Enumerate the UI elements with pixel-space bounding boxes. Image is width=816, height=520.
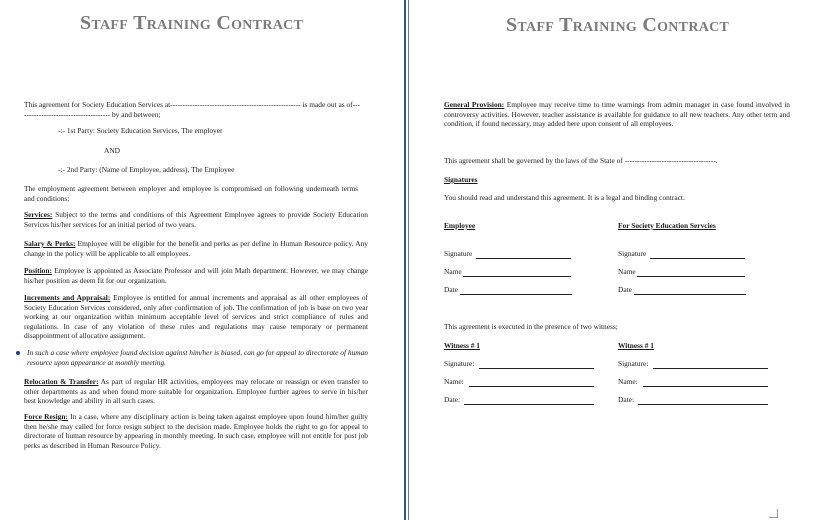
witness-2-signature-line[interactable] (653, 368, 768, 369)
witness-2-heading: Witness # 1 (618, 341, 655, 350)
signatures-text: You should read and understand this agreement. It is a legal and binding contract. (444, 193, 685, 202)
society-signature-label: Signature (618, 249, 647, 258)
society-date-line[interactable] (634, 294, 746, 295)
and-label: AND (104, 146, 121, 155)
salary-clause (24, 239, 368, 258)
bullet-icon (16, 351, 20, 355)
compromise-paragraph: The employment agreement between employer and employee is compromised on following underneath terms and conditions; (24, 184, 358, 203)
employee-signature-label: Signature (444, 249, 473, 258)
witness-2-signature-label: Signature: (618, 359, 649, 368)
witness-1-heading: Witness # 1 (444, 341, 481, 350)
employee-name-line[interactable] (463, 276, 571, 277)
governing-law: This agreement shall be governed by the laws of the State of -------------------------------------. (444, 156, 718, 165)
page-title-right: Staff Training Contract (506, 14, 730, 36)
document-page-right (412, 0, 816, 520)
society-heading: For Society Education Servcies (618, 221, 716, 230)
general-provision-heading: General Provision: (444, 100, 505, 109)
society-date-label: Date (618, 285, 632, 294)
relocation-heading: Relocation & Transfer: (24, 377, 99, 386)
witness-2-name-label: Name: (618, 377, 638, 386)
position-heading: Position: (24, 266, 52, 275)
position-text: Employee is appointed as Associate Professor and will join Math department. However, we may change his/her position as deem fit for our organization. (24, 266, 368, 285)
first-party: -:- 1st Party: Society Education Services, The employer (58, 126, 223, 135)
salary-text: Employee will be eligible for the benefit and perks as per define in Human Resource policy. Any change in the policy will be applicable to all employees. (24, 239, 368, 258)
page-title: Staff Training Contract (80, 12, 304, 34)
society-name-line[interactable] (637, 276, 745, 277)
witness-1-date-label: Date: (444, 395, 461, 404)
witness-2-date-line[interactable] (638, 404, 768, 405)
intro-paragraph: This agreement for Society Education Services at----------------------------------------------------- is made out as of-------------------------------------- by and between; (24, 100, 360, 119)
force-resign-heading: Force Resign: (24, 412, 68, 421)
society-name-label: Name (618, 267, 636, 276)
witness-1-name-line[interactable] (469, 386, 594, 387)
increments-text: Employee is entitled for annual increments and appraisal as all other employees of Society Education Services considered, only after confirmation of job. The confirmation of job is base on two year working at our organization within minimum acceptable level of services and strict compliance of rules and regulations. In case of any violation of these rules and regulations may cause temporary or permanent disappointment of allocative assignment. (24, 293, 368, 341)
relocation-text: As part of regular HR activities, employees may relocate or reassign or even transfer to other departments as and when found more suitable for organization. Employee further agrees to serve in his/her best knowledge and ability in all such cases. (24, 377, 368, 406)
employee-name-label: Name (444, 267, 462, 276)
employee-heading: Employee (444, 221, 476, 230)
document-page-left (0, 0, 401, 520)
force-resign-clause (24, 412, 368, 450)
page-divider (401, 0, 412, 520)
position-clause (24, 266, 368, 285)
society-signature-line[interactable] (650, 258, 745, 259)
general-provision-clause (444, 100, 790, 129)
witness-intro: This agreement is executed in the presence of two witness; (444, 322, 618, 331)
witness-1-signature-line[interactable] (479, 368, 594, 369)
services-clause (24, 210, 368, 229)
appeal-bullet: In such a case where employee found decision against him/her is biased, can go for appeal to directorate of human resource upon appearance at monthly meeting. (27, 348, 368, 367)
services-heading: Services: (24, 210, 53, 219)
witness-2-name-line[interactable] (643, 386, 768, 387)
increments-clause (24, 293, 368, 341)
employee-date-line[interactable] (460, 294, 572, 295)
signatures-heading: Signatures (444, 175, 478, 184)
witness-1-name-label: Name: (444, 377, 464, 386)
second-party: -:- 2nd Party: (Name of Employee, address), The Employee (58, 165, 235, 174)
witness-1-signature-label: Signature: (444, 359, 475, 368)
employee-date-label: Date (444, 285, 458, 294)
relocation-clause (24, 377, 368, 406)
page-corner-mark (769, 509, 778, 518)
salary-heading: Salary & Perks: (24, 239, 76, 248)
increments-heading: Increments and Appraisal: (24, 293, 111, 302)
employee-signature-line[interactable] (476, 258, 571, 259)
witness-2-date-label: Date: (618, 395, 635, 404)
force-resign-text: In a case, where any disciplinary action is being taken against employee upon found him/her guilty then he/she may called for force resign subject to the decision made. Employee holds the right to go for appeal to directorate of human resource by appearing in monthly meeting. In such case, employee will not entitle for post job perks as described in Human Resource Policy. (24, 412, 368, 450)
services-text: Subject to the terms and conditions of this Agreement Employee agrees to provide Society Education Services his/her services for an initial period of two years. (24, 210, 368, 229)
general-provision-text: Employee may receive time to time warnings from admin manager in case found involved in controversy activities. However, teacher assistance is available for guidance to all new teachers. Any other term and condition, if found necessary, may added here upon consent of all employees. (444, 100, 790, 129)
witness-1-date-line[interactable] (464, 404, 594, 405)
